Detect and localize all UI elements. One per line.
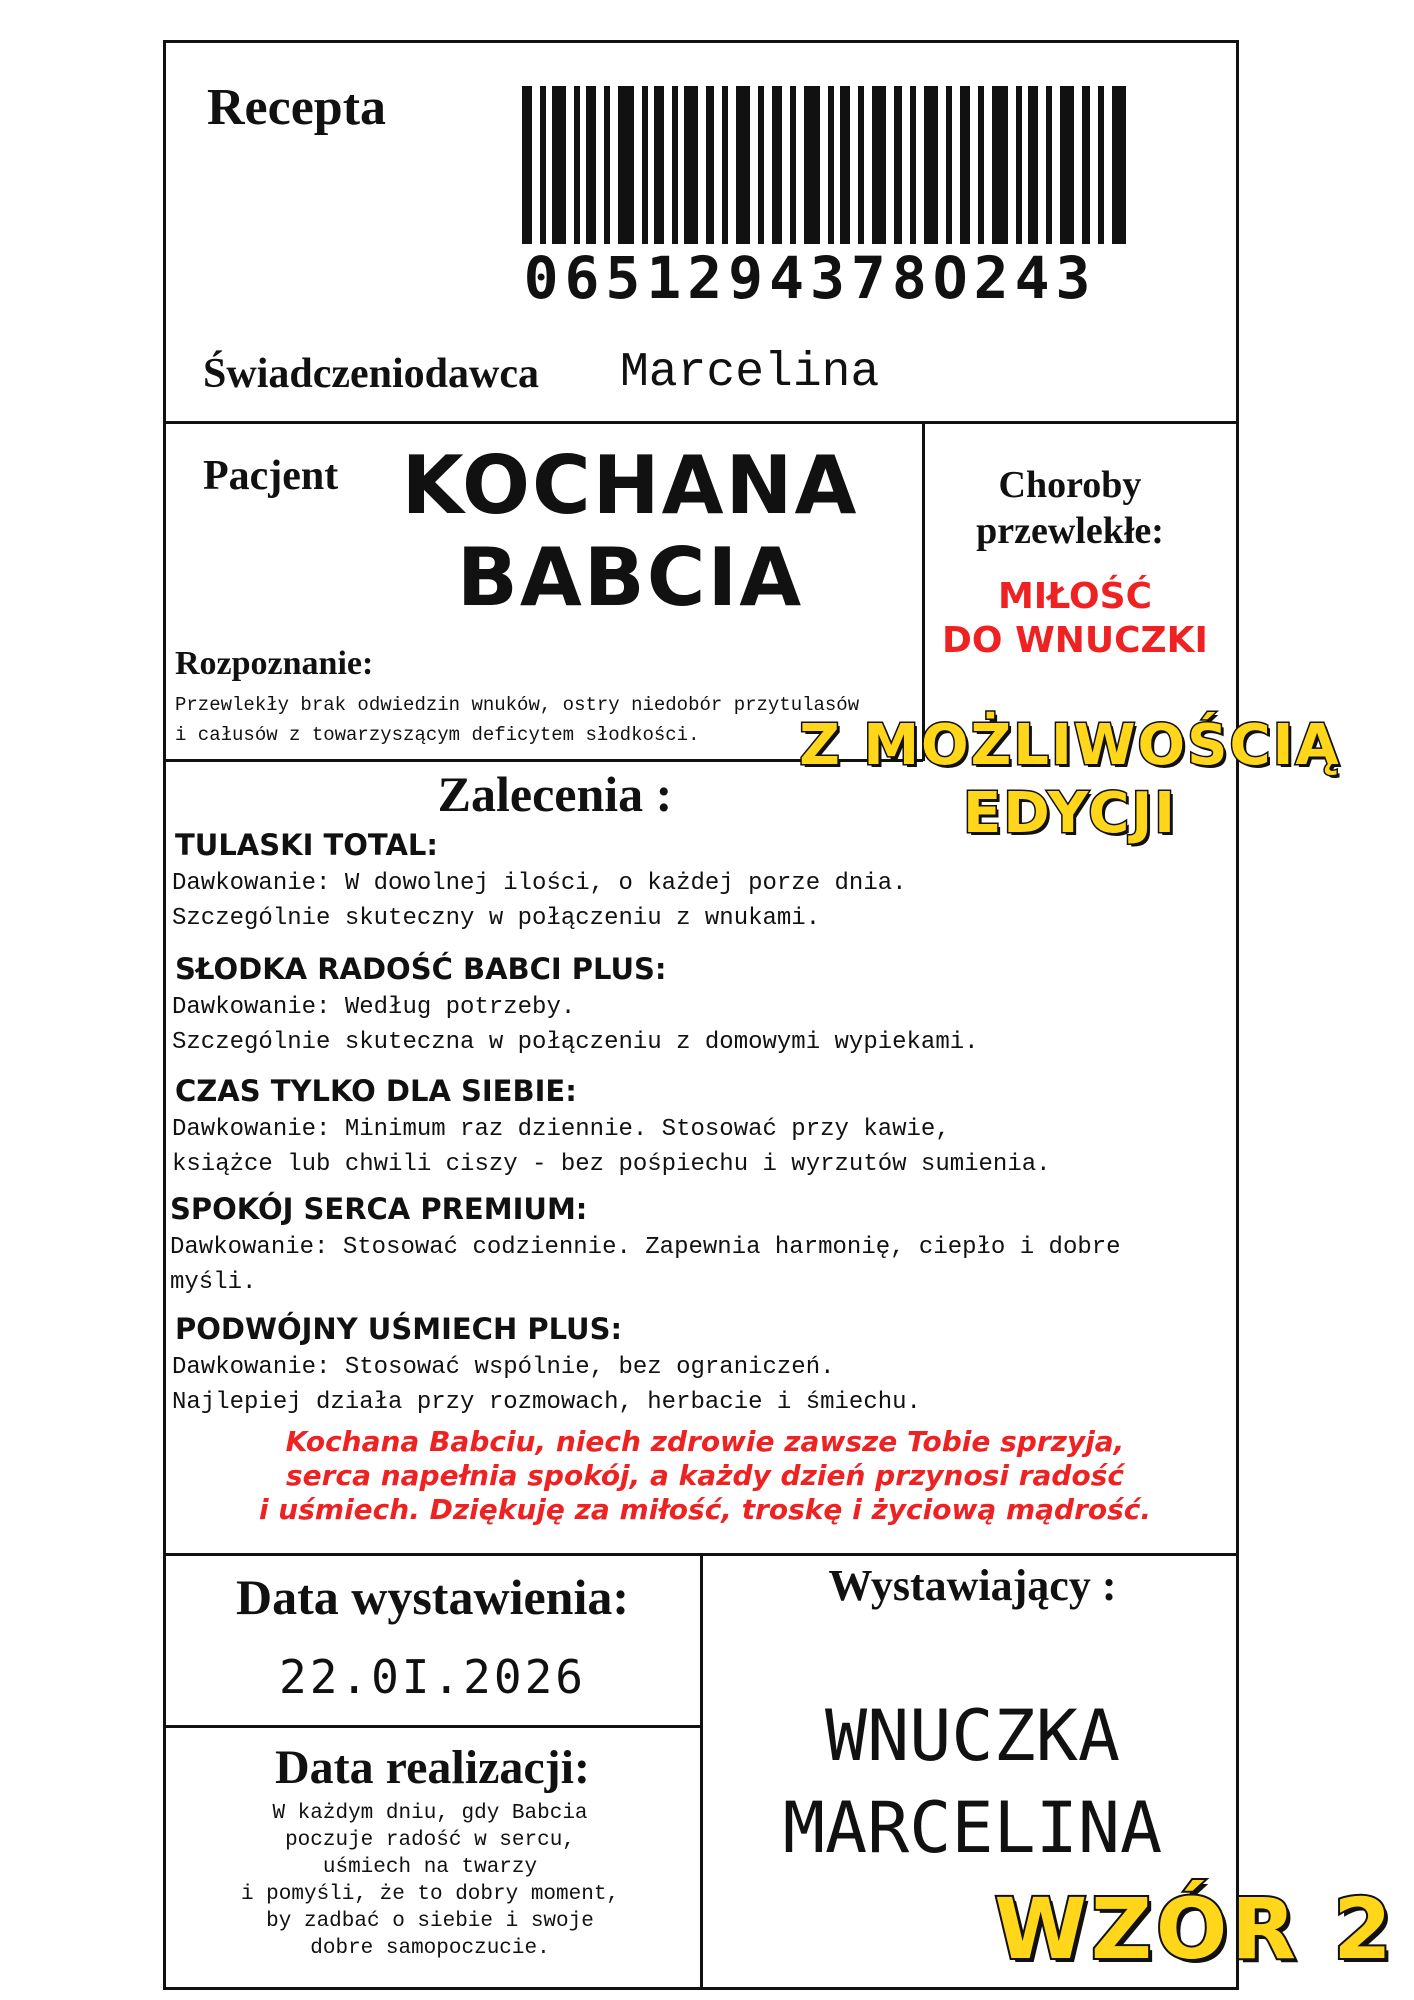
issuer-name-line1: WNUCZKA	[824, 1695, 1120, 1777]
edit-badge	[740, 712, 1400, 848]
rec-item-line2: książce lub chwili ciszy - bez pośpiechu i wyrzutów sumienia.	[172, 1151, 1051, 1178]
issue-date-label: Data wystawienia:	[235, 1569, 630, 1625]
patient-name	[370, 440, 890, 624]
issuer-name	[706, 1690, 1239, 1874]
diagnosis-label: Rozpoznanie:	[175, 645, 374, 682]
rec-item-line1: Dawkowanie: W dowolnej ilości, o każdej porze dnia.	[172, 870, 907, 897]
wish-line1: Kochana Babciu, niech zdrowie zawsze Tobie sprzyja,	[285, 1425, 1125, 1458]
rec-item-title: PODWÓJNY UŚMIECH PLUS:	[175, 1312, 623, 1346]
chronic-value-line1: MIŁOŚĆ	[997, 576, 1152, 617]
patient-label: Pacjent	[203, 453, 339, 499]
realization-text	[200, 1800, 660, 1962]
realization-line3: uśmiech na twarzy	[322, 1856, 538, 1879]
realization-line6: dobre samopoczucie.	[310, 1937, 550, 1960]
patient-name-line2: BABCIA	[456, 531, 804, 624]
divider-dates	[163, 1725, 703, 1728]
edit-badge-line2: EDYCJI	[963, 781, 1177, 846]
rec-item-line2: Szczególnie skuteczna w połączeniu z domowymi wypiekami.	[172, 1029, 979, 1056]
chronic-label	[930, 462, 1210, 554]
wish-line2: serca napełnia spokój, a każdy dzień przynosi radość	[286, 1459, 1124, 1492]
realization-line2: poczuje radość w sercu,	[285, 1829, 575, 1852]
divider-footer	[700, 1553, 703, 1990]
rec-item-text	[170, 1230, 1230, 1300]
rec-item-text	[172, 990, 1232, 1060]
rec-item-line1: Dawkowanie: Stosować wspólnie, bez ograniczeń.	[172, 1354, 835, 1381]
issuer-label: Wystawiający :	[828, 1561, 1117, 1610]
diagnosis-line2: i całusów z towarzyszącym deficytem słodkości.	[175, 724, 700, 746]
rec-item-title: TULASKI TOTAL:	[175, 828, 438, 862]
issuer-name-line2: MARCELINA	[782, 1787, 1163, 1869]
wish-text	[175, 1425, 1235, 1527]
diagnosis-line1: Przewlekły brak odwiedzin wnuków, ostry niedobór przytulasów	[175, 694, 860, 716]
realization-line1: W każdym dniu, gdy Babcia	[272, 1802, 588, 1825]
rec-item-line2: Szczególnie skuteczny w połączeniu z wnukami.	[172, 905, 821, 932]
rec-item-title: SPOKÓJ SERCA PREMIUM:	[170, 1192, 588, 1226]
recommendations-label: Zalecenia :	[437, 766, 673, 822]
realization-line5: by zadbać o siebie i swoje	[266, 1910, 594, 1933]
rec-item-text	[172, 1112, 1232, 1182]
chronic-value	[920, 575, 1230, 663]
rec-item-line2: Najlepiej działa przy rozmowach, herbacie i śmiechu.	[172, 1389, 921, 1416]
issue-date-value: 22.0I.2026	[279, 1650, 586, 1704]
prescription-title: Recepta	[207, 79, 387, 136]
edit-badge-line1: Z MOŻLIWOŚCIĄ	[799, 713, 1341, 778]
rec-item-line2: myśli.	[170, 1269, 257, 1296]
rec-item-line1: Dawkowanie: Stosować codziennie. Zapewnia harmonię, ciepło i dobre	[170, 1234, 1121, 1261]
barcode-image	[522, 86, 1136, 266]
rec-item-line1: Dawkowanie: Według potrzeby.	[172, 994, 576, 1021]
chronic-label-line1: Choroby	[998, 464, 1142, 506]
model-badge: WZÓR 2	[994, 1880, 1396, 1978]
chronic-value-line2: DO WNUCZKI	[942, 620, 1208, 661]
divider-header	[163, 421, 1239, 424]
rec-item-line1: Dawkowanie: Minimum raz dziennie. Stosować przy kawie,	[172, 1116, 950, 1143]
rec-item-title: SŁODKA RADOŚĆ BABCI PLUS:	[175, 952, 667, 986]
realization-line4: i pomyśli, że to dobry moment,	[240, 1883, 620, 1906]
wish-line3: i uśmiech. Dziękuję za miłość, troskę i życiową mądrość.	[258, 1493, 1152, 1526]
provider-label: Świadczeniodawca	[203, 351, 539, 397]
patient-name-line1: KOCHANA	[401, 439, 859, 532]
rec-item-title: CZAS TYLKO DLA SIEBIE:	[175, 1074, 577, 1108]
provider-name: Marcelina	[620, 346, 880, 400]
realization-label: Data realizacji:	[275, 1741, 590, 1794]
chronic-label-line2: przewlekłe:	[976, 510, 1164, 552]
rec-item-text	[172, 866, 1232, 936]
rec-item-text	[172, 1350, 1232, 1420]
barcode-number: 0651294378O243	[480, 244, 1140, 312]
